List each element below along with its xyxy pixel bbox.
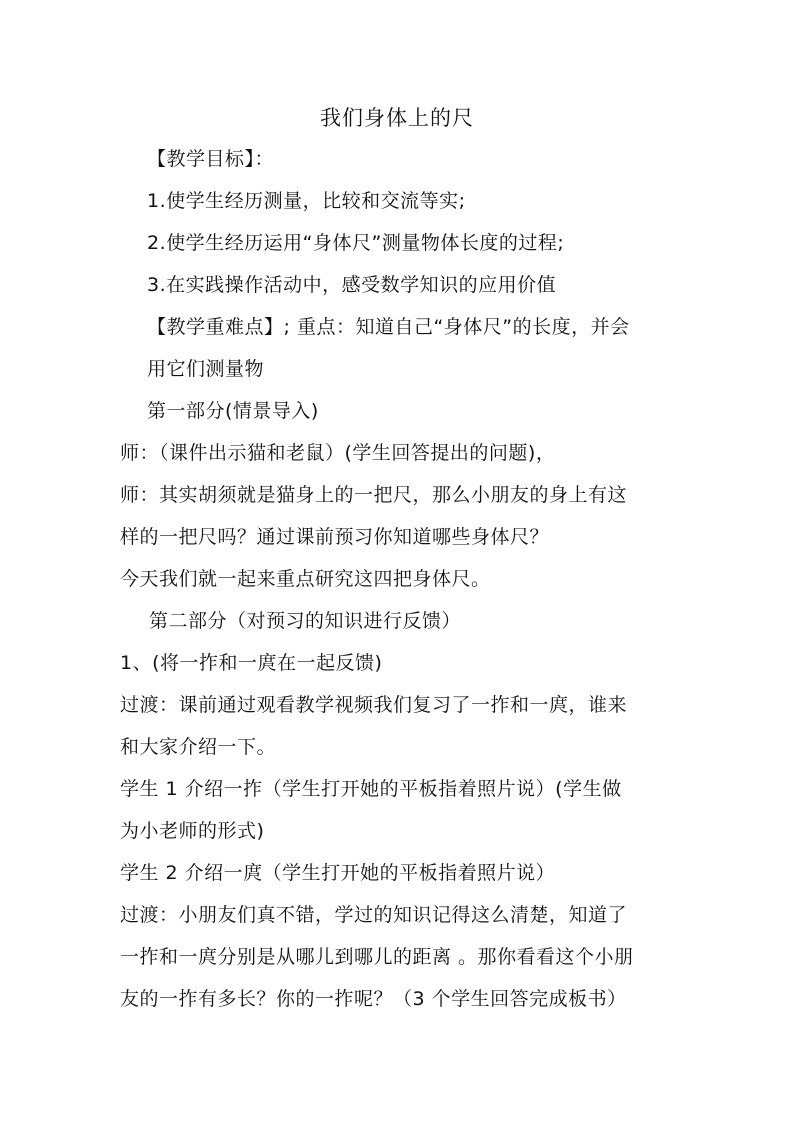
objectives-heading: 【教学目标】： bbox=[147, 148, 275, 170]
paragraph-line: 学生 1 介绍一拃（学生打开她的平板指着照片说）(学生做 bbox=[120, 778, 622, 800]
paragraph-line: 师：其实胡须就是猫身上的一把尺，那么小朋友的身上有这 bbox=[120, 484, 628, 506]
paragraph-line: 过渡：小朋友们真不错，学过的知识记得这么清楚，知道了 bbox=[120, 904, 628, 926]
paragraph-line: 学生 2 介绍一庹（学生打开她的平板指着照片说） bbox=[120, 862, 556, 884]
paragraph-line: 今天我们就一起来重点研究这四把身体尺。 bbox=[120, 568, 491, 590]
paragraph-line: 样的一把尺吗？通过课前预习你知道哪些身体尺？ bbox=[120, 526, 550, 548]
objective-item-3: 3.在实践操作活动中，感受数学知识的应用价值 bbox=[147, 274, 557, 296]
part-two-heading: 第二部分（对预习的知识进行反馈） bbox=[149, 610, 462, 632]
paragraph-line: 一拃和一庹分别是从哪儿到哪儿的距离 。那你看看这个小朋 bbox=[120, 946, 634, 968]
key-points-line: 【教学重难点】; 重点：知道自己“身体尺”的长度，并会 bbox=[147, 316, 630, 338]
paragraph-line: 为小老师的形式) bbox=[120, 820, 265, 842]
paragraph-line: 友的一拃有多长？你的一拃呢？（3 个学生回答完成板书） bbox=[120, 988, 627, 1010]
objective-item-2: 2.使学生经历运用“身体尺”测量物体长度的过程; bbox=[147, 232, 565, 254]
section-one-heading: 1、(将一拃和一庹在一起反馈) bbox=[120, 652, 383, 674]
paragraph-line: 过渡：课前通过观看教学视频我们复习了一拃和一庹，谁来 bbox=[120, 694, 628, 716]
paragraph-line: 和大家介绍一下。 bbox=[120, 736, 277, 758]
objective-item-1: 1.使学生经历测量，比较和交流等实; bbox=[147, 190, 466, 212]
paragraph-line: 师：（课件出示猫和老鼠）(学生回答提出的问题)， bbox=[120, 442, 556, 464]
part-one-heading: 第一部分(情景导入) bbox=[147, 400, 319, 422]
document-title: 我们身体上的尺 bbox=[320, 106, 474, 130]
key-points-continued: 用它们测量物 bbox=[147, 358, 265, 380]
